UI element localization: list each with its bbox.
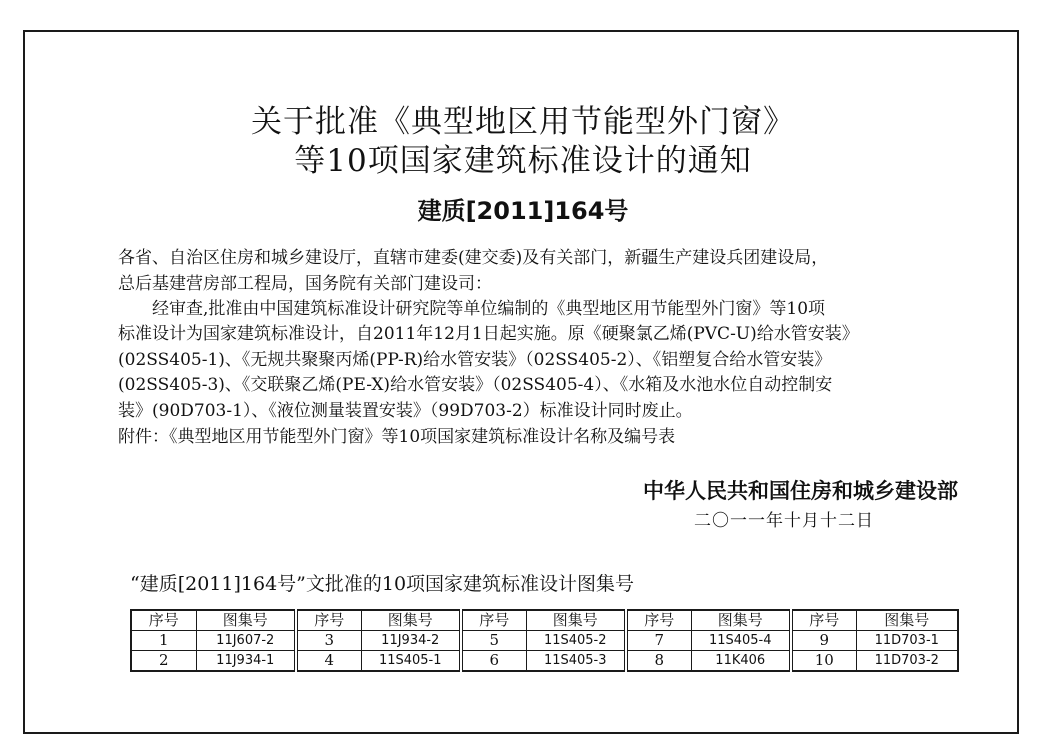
serial-cell: 8 — [626, 651, 691, 672]
body-line-5: (02SS405-1)、《无规共聚聚丙烯(PP-R)给水管安装》（02SS405-2）、《铝塑复合给水管安装》 — [118, 350, 832, 370]
atlas-number-cell: 11D703-2 — [856, 651, 958, 672]
header-atlas-number: 图集号 — [691, 610, 791, 631]
serial-cell: 1 — [131, 631, 196, 651]
serial-cell: 9 — [791, 631, 856, 651]
body-line-6: (02SS405-3)、《交联聚乙烯(PE-X)给水管安装》（02SS405-4）、《水箱及水池水位自动控制安 — [118, 375, 833, 395]
atlas-number-cell: 11S405-1 — [361, 651, 461, 672]
body-line-4: 标准设计为国家建筑标准设计，自2011年12月1日起实施。原《硬聚氯乙烯(PVC-U)给水管安装》 — [118, 324, 859, 344]
header-serial: 序号 — [296, 610, 361, 631]
serial-cell: 7 — [626, 631, 691, 651]
header-serial: 序号 — [131, 610, 196, 631]
atlas-number-cell: 11S405-3 — [526, 651, 626, 672]
body-line-3: 经审查,批准由中国建筑标准设计研究院等单位编制的《典型地区用节能型外门窗》等10项 — [152, 299, 826, 319]
atlas-number-cell: 11D703-1 — [856, 631, 958, 651]
serial-cell: 10 — [791, 651, 856, 672]
header-atlas-number: 图集号 — [856, 610, 958, 631]
atlas-number-cell: 11J934-1 — [196, 651, 296, 672]
table-header-row — [131, 610, 958, 631]
table-row — [131, 651, 958, 672]
table-row — [131, 631, 958, 651]
document-number: 建质[2011]164号 — [417, 197, 629, 225]
serial-cell: 6 — [461, 651, 526, 672]
issue-date: 二〇一一年十月十二日 — [694, 511, 874, 531]
attachment-line: 附件：《典型地区用节能型外门窗》等10项国家建筑标准设计名称及编号表 — [118, 427, 676, 447]
serial-cell: 5 — [461, 631, 526, 651]
header-serial: 序号 — [791, 610, 856, 631]
body-line-7: 装》(90D703-1）、《液位测量装置安装》（99D703-2）标准设计同时废止。 — [118, 401, 693, 421]
issuing-authority: 中华人民共和国住房和城乡建设部 — [643, 479, 958, 503]
header-serial: 序号 — [626, 610, 691, 631]
notice-title-line-1: 关于批准《典型地区用节能型外门窗》 — [251, 104, 795, 140]
atlas-number-cell: 11J934-2 — [361, 631, 461, 651]
serial-cell: 3 — [296, 631, 361, 651]
body-line-2: 总后基建营房部工程局，国务院有关部门建设司： — [118, 274, 492, 294]
header-atlas-number: 图集号 — [526, 610, 626, 631]
serial-cell: 4 — [296, 651, 361, 672]
serial-cell: 2 — [131, 651, 196, 672]
header-atlas-number: 图集号 — [361, 610, 461, 631]
table-title: “建质[2011]164号”文批准的10项国家建筑标准设计图集号 — [130, 573, 635, 595]
atlas-number-cell: 11K406 — [691, 651, 791, 672]
atlas-number-cell: 11J607-2 — [196, 631, 296, 651]
header-serial: 序号 — [461, 610, 526, 631]
notice-title-line-2: 等10项国家建筑标准设计的通知 — [294, 143, 752, 179]
atlas-number-table — [130, 609, 959, 672]
atlas-number-cell: 11S405-4 — [691, 631, 791, 651]
atlas-number-cell: 11S405-2 — [526, 631, 626, 651]
body-line-1: 各省、自治区住房和城乡建设厅，直辖市建委(建交委)及有关部门，新疆生产建设兵团建设局， — [118, 248, 829, 268]
header-atlas-number: 图集号 — [196, 610, 296, 631]
